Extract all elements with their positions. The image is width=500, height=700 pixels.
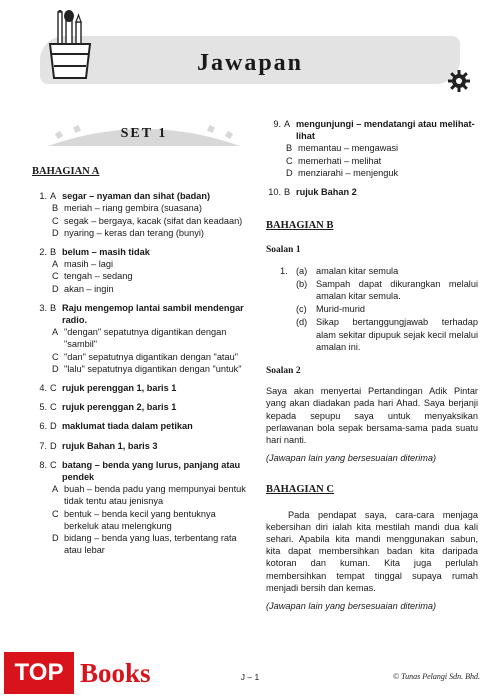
question-answer-row	[50, 401, 252, 413]
question-answer-row	[50, 420, 252, 432]
question-answer-row	[50, 190, 252, 202]
option-item	[52, 483, 252, 507]
option-item	[286, 155, 478, 167]
question-answer-row	[50, 459, 252, 483]
question-item	[32, 459, 252, 557]
option-letter: D	[286, 167, 293, 178]
option-item	[52, 326, 252, 350]
option-text: nyaring – keras dan terang (bunyi)	[64, 227, 204, 238]
question-number: 8.	[39, 459, 47, 470]
option-letter: A	[52, 259, 59, 270]
answer-letter: B	[50, 302, 57, 313]
option-text: tengah – sedang	[64, 271, 133, 282]
answer-text: maklumat tiada dalam petikan	[62, 421, 193, 432]
question-item	[32, 420, 252, 432]
answer-text: rujuk Bahan 1, baris 3	[62, 440, 158, 451]
bahagian-b-heading: BAHAGIAN B	[266, 220, 334, 232]
bahagian-a-list-right	[266, 118, 478, 198]
question-item	[32, 246, 252, 295]
soalan-1-item	[280, 278, 478, 302]
option-item	[52, 270, 252, 282]
answer-letter: C	[50, 459, 57, 470]
question-number: 5.	[39, 402, 47, 413]
logo-books-text: Books	[80, 658, 151, 688]
option-letter: C	[52, 508, 59, 519]
option-item	[52, 258, 252, 270]
option-item	[52, 532, 252, 556]
question-item	[32, 401, 252, 413]
option-text: menziarahi – menjenguk	[298, 167, 399, 178]
soalan-1-number: 1.	[280, 265, 288, 276]
soalan-1-item	[280, 303, 478, 315]
answer-text: rujuk Bahan 2	[296, 187, 357, 198]
option-item	[52, 508, 252, 532]
option-item	[52, 215, 252, 227]
soalan-1-text: Murid-murid	[316, 304, 366, 315]
answer-text: rujuk perenggan 2, baris 1	[62, 402, 177, 413]
answer-letter: D	[50, 440, 57, 451]
soalan-1-label: Soalan 1	[266, 245, 301, 256]
option-letter: C	[286, 155, 293, 166]
soalan-1-number	[280, 316, 296, 353]
option-item	[52, 227, 252, 239]
option-item	[286, 142, 478, 154]
question-number: 3.	[39, 302, 47, 313]
question-number: 10.	[268, 187, 281, 198]
answer-text: segar – nyaman dan sihat (badan)	[62, 191, 211, 202]
answer-letter: A	[50, 191, 57, 202]
answer-letter: D	[50, 421, 57, 432]
option-text: segak – bergaya, kacak (sifat dan keadaan)	[64, 215, 243, 226]
option-text: "dan" sepatutnya digantikan dengan "atau"	[64, 351, 238, 362]
option-text: memerhati – melihat	[298, 155, 382, 166]
option-item	[52, 202, 252, 214]
question-answer-row	[284, 186, 478, 198]
option-letter: C	[52, 215, 59, 226]
answer-letter: B	[284, 187, 291, 198]
topbooks-logo	[4, 652, 172, 694]
soalan-2-note: (Jawapan lain yang bersesuaian diterima)	[266, 453, 437, 464]
option-text: "lalu" sepatutnya digantikan dengan "untuk"	[64, 363, 242, 374]
soalan-1-item	[280, 265, 478, 277]
option-text: buah – benda padu yang mempunyai bentuk tidak tentu atau jenisnya	[64, 484, 246, 507]
soalan-1-number	[280, 278, 296, 302]
logo-top-text: TOP	[4, 652, 74, 694]
option-letter: A	[52, 484, 59, 495]
option-letter: C	[52, 271, 59, 282]
question-item	[266, 186, 478, 198]
option-letter: A	[52, 327, 59, 338]
bahagian-a-list-left	[32, 190, 252, 556]
page-title: Jawapan	[196, 50, 304, 76]
option-item	[52, 351, 252, 363]
option-letter: C	[52, 351, 59, 362]
question-number: 2.	[39, 247, 47, 258]
option-item	[52, 283, 252, 295]
question-answer-row	[50, 440, 252, 452]
question-number: 4.	[39, 383, 47, 394]
soalan-2-answer: Saya akan menyertai Pertandingan Adik Pintar yang akan diadakan pada hari Ahad. Saya berjanji kepada sepupu saya untuk menyaksikan perlawanan bola sepak bersama-sama pada suatu hari nanti.	[266, 386, 478, 446]
question-answer-row	[50, 382, 252, 394]
option-letter: D	[52, 363, 59, 374]
option-text: masih – lagi	[64, 259, 114, 270]
answer-text: Raju mengemop lantai sambil mendengar radio.	[62, 302, 244, 326]
soalan-1-text: Sikap bertanggungjawab terhadap alam sekitar dipupuk sejak kecil melalui amalan ini.	[316, 317, 478, 352]
answer-text: mengunjungi – mendatangi atau melihat-lihat	[296, 119, 475, 142]
option-text: akan – ingin	[64, 283, 114, 294]
question-item	[32, 440, 252, 452]
soalan-2-label: Soalan 2	[266, 366, 301, 377]
option-text: bentuk – benda kecil yang bentuknya berkeluk atau melengkung	[64, 508, 216, 531]
question-answer-row	[50, 246, 252, 258]
question-number: 1.	[39, 191, 47, 202]
option-letter: D	[52, 227, 59, 238]
answer-letter: C	[50, 383, 57, 394]
option-item	[52, 363, 252, 375]
question-item	[266, 118, 478, 179]
option-letter: D	[52, 533, 59, 544]
soalan-1-letter: (b)	[296, 278, 308, 289]
page-number: J – 1	[240, 672, 260, 682]
question-number: 7.	[39, 440, 47, 451]
answer-letter: B	[50, 247, 57, 258]
question-item	[32, 302, 252, 375]
option-text: bidang – benda yang luas, terbentang rata atau lebar	[64, 533, 237, 556]
soalan-1-text: amalan kitar semula	[316, 265, 399, 276]
answer-letter: C	[50, 402, 57, 413]
question-item	[32, 382, 252, 394]
question-item	[32, 190, 252, 239]
bahagian-c-answer: Pada pendapat saya, cara-cara menjaga kebersihan diri ialah kita mestilah mandi dua kali sehari. Apabila kita mandi menggunakan sabun, kita dapat membersihkan badan kita daripada kotoran dan kuman. Kita juga perlulah membersihkan tempat tinggal supaya rumah menjadi bersih dan kemas.	[266, 509, 478, 593]
answer-text: batang – benda yang lurus, panjang atau pendek	[62, 459, 241, 483]
right-column	[266, 118, 478, 632]
option-letter: D	[52, 283, 59, 294]
question-answer-row	[284, 118, 478, 142]
question-answer-row	[50, 302, 252, 326]
set-label: SET 1	[120, 126, 168, 141]
answer-letter: A	[284, 119, 291, 129]
soalan-1-list	[266, 265, 478, 353]
bahagian-c-heading: BAHAGIAN C	[266, 484, 334, 496]
answer-text: rujuk perenggan 1, baris 1	[62, 383, 177, 394]
soalan-1-letter: (c)	[296, 304, 307, 315]
question-number: 9.	[273, 119, 281, 129]
option-text: memantau – mengawasi	[298, 143, 399, 154]
question-number: 6.	[39, 421, 47, 432]
set-label-badge	[44, 120, 244, 148]
soalan-1-text: Sampah dapat dikurangkan melalui amalan kitar semula.	[316, 278, 478, 302]
soalan-1-item	[280, 316, 478, 353]
option-text: meriah – riang gembira (suasana)	[64, 203, 202, 214]
option-text: "dengan" sepatutnya digantikan dengan "sambil"	[64, 327, 227, 350]
soalan-1-number	[280, 303, 296, 315]
bahagian-c-note: (Jawapan lain yang bersesuaian diterima)	[266, 601, 437, 612]
option-letter: B	[286, 143, 293, 154]
soalan-1-letter: (d)	[296, 317, 308, 328]
bahagian-a-heading: BAHAGIAN A	[32, 166, 100, 177]
left-column	[32, 166, 252, 563]
publisher-credit: © Tunas Pelangi Sdn. Bhd.	[393, 672, 480, 681]
option-letter: B	[52, 203, 59, 214]
gear-icon	[448, 70, 470, 92]
answer-text: belum – masih tidak	[62, 247, 150, 258]
soalan-1-letter: (a)	[296, 265, 308, 276]
option-item	[286, 167, 478, 179]
